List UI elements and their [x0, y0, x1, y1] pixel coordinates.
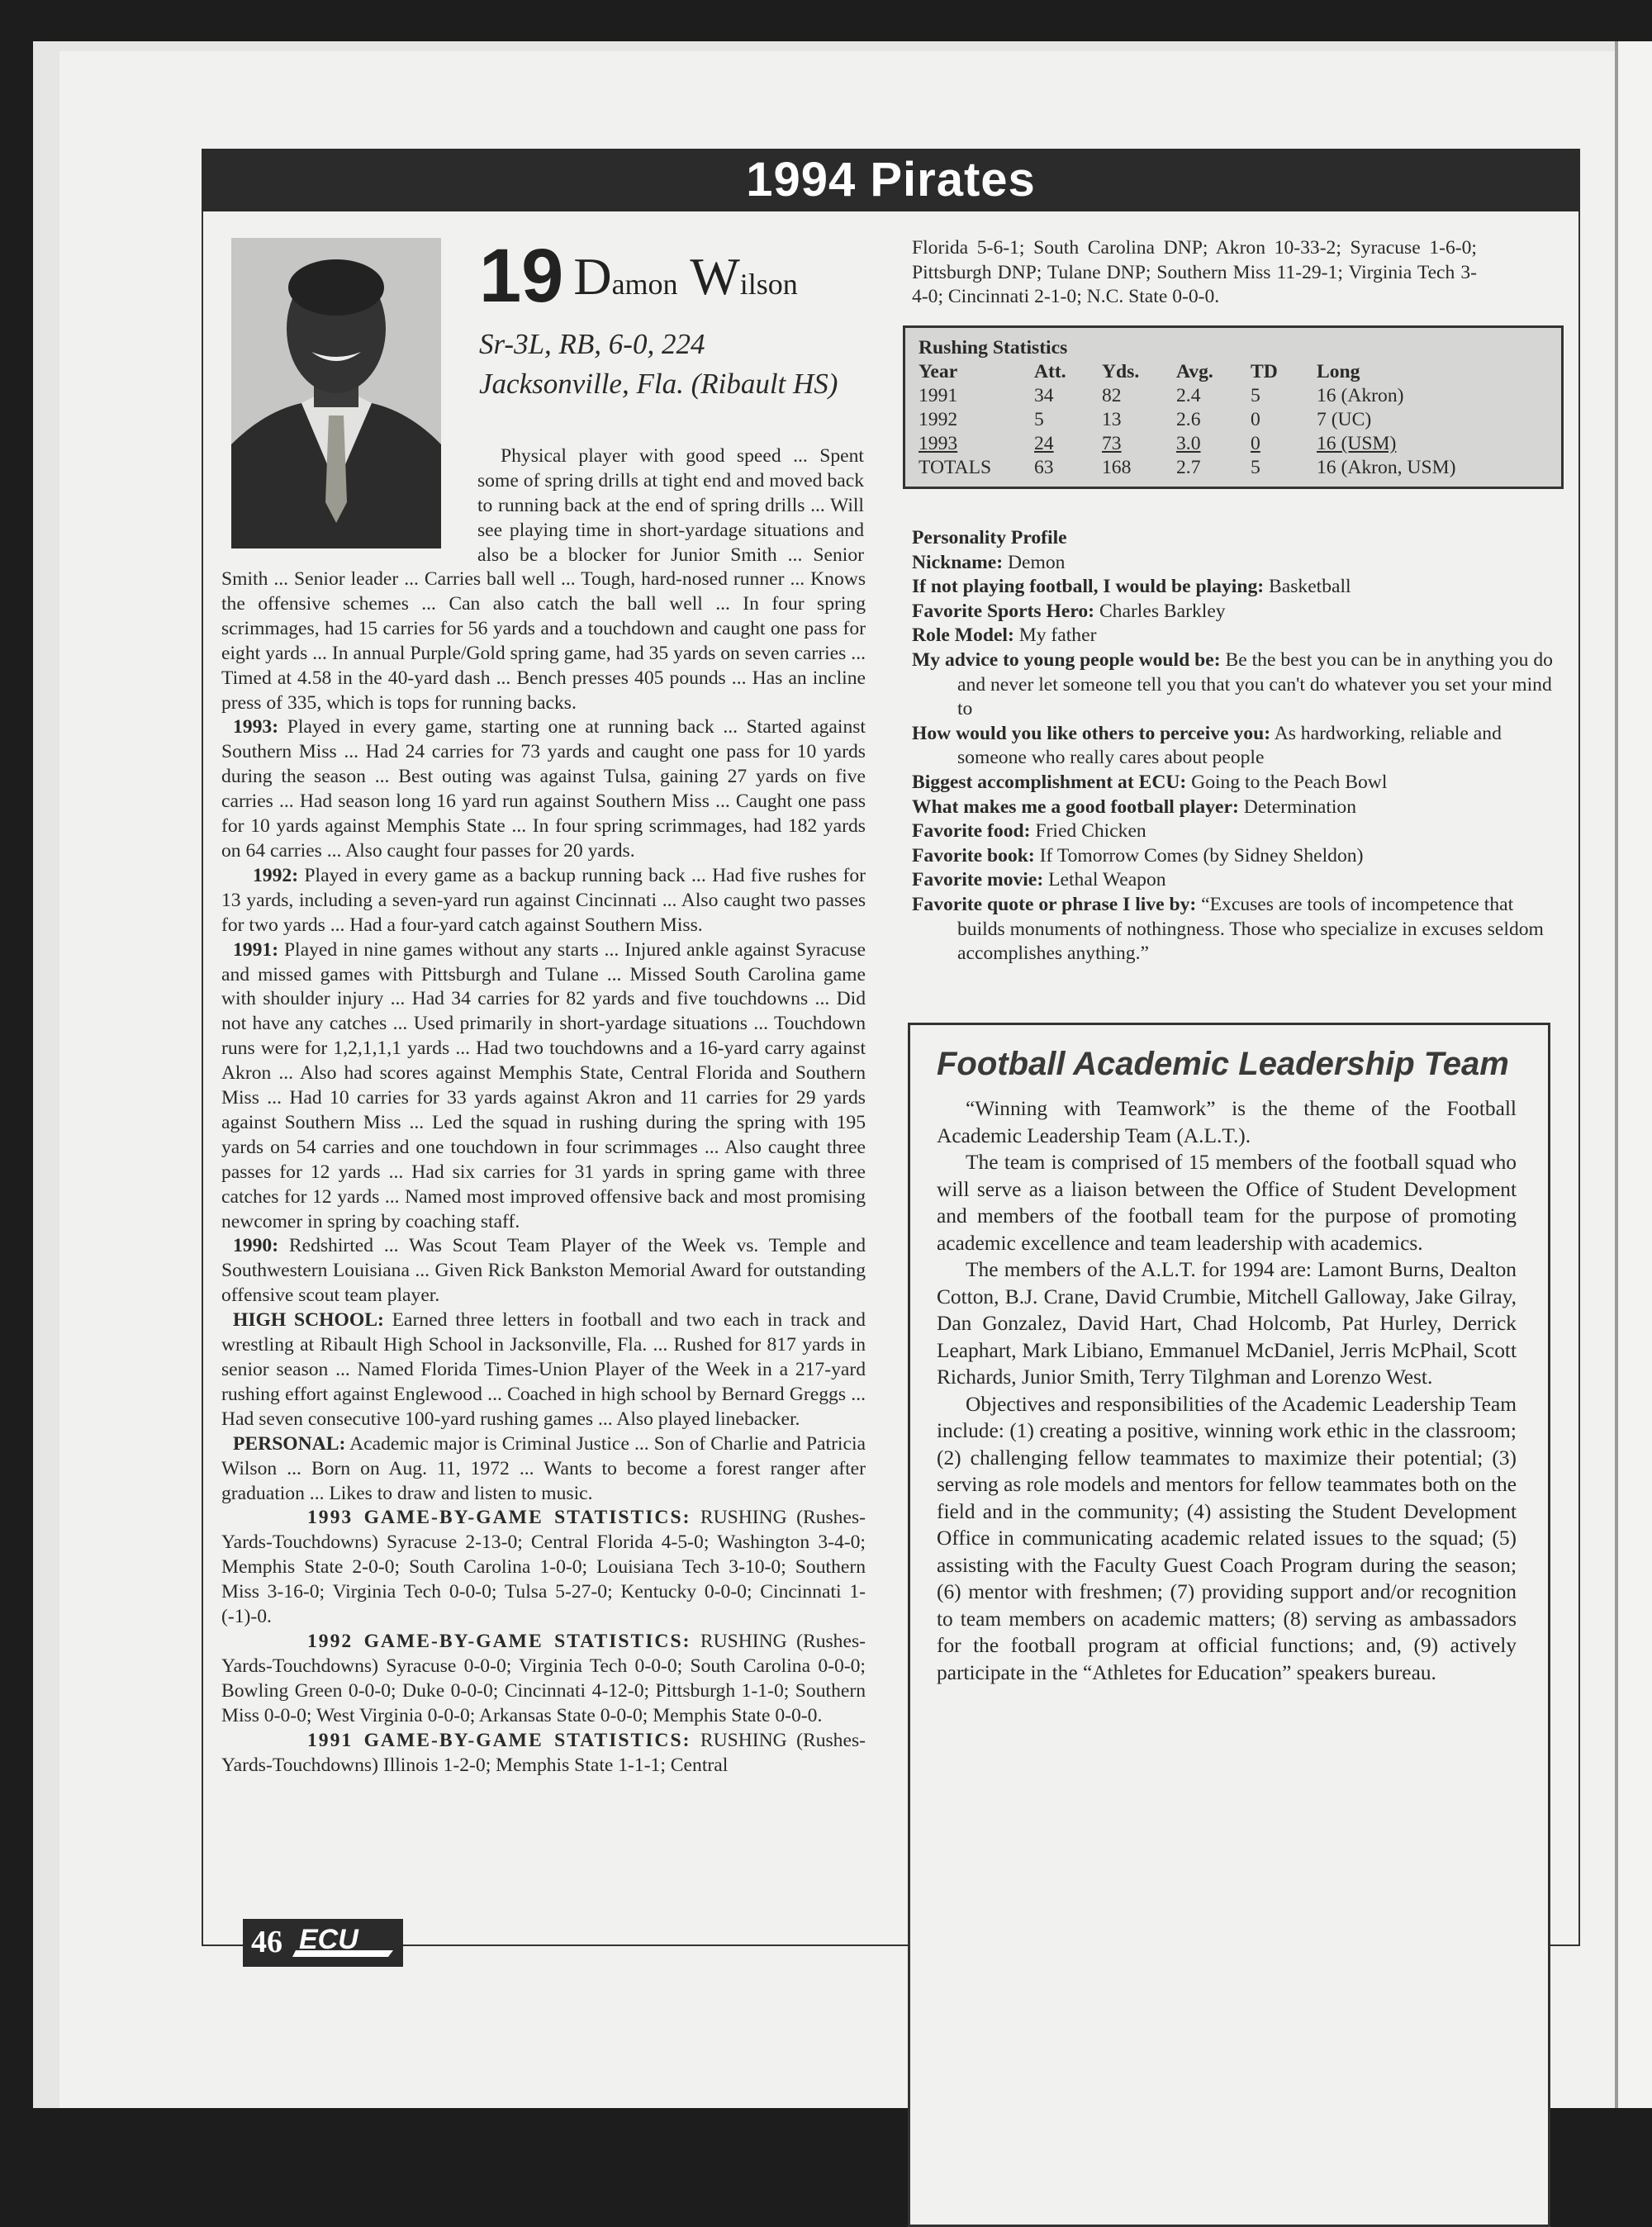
profile-a: Basketball	[1269, 576, 1351, 598]
profile-q: Favorite movie:	[912, 869, 1044, 891]
profile-q: My advice to young people would be:	[912, 648, 1221, 671]
profile-heading: Personality Profile	[912, 527, 1067, 548]
table-row-totals	[919, 456, 1455, 480]
header-avg: Avg.	[1176, 361, 1213, 382]
last-initial: W	[690, 246, 740, 306]
cell: 82	[1102, 385, 1122, 406]
cell: 5	[1251, 385, 1260, 406]
table-row	[919, 432, 1455, 456]
bio-1993	[221, 715, 866, 863]
header-td: TD	[1251, 361, 1278, 382]
game-stats-1992-text: RUSHING (Rushes-Yards-Touchdowns) Syracuse 0-0-0; Virginia Tech 0-0-0; South Carolina 0-0-0; Bowling Green 0-0-0; Duke 0-0-0; Cincinnati 4-12-0; Pittsburgh 1-1-0; Southern Miss 0-0-0; West Virginia 0-0-0; Arkansas State 0-0-0; Memphis State 0-0-0.	[221, 1630, 866, 1726]
bio-hs-text: Earned three letters in football and two each in track and wrestling at Ribault High School in Jacksonville, Fla. ... Rushed for 817 yards in senior season ... Named Florida Times-Union Player of the Week in a 217-yard rushing effort against Englewood ... Coached in high school by Bernard Greggs ... Had seven consecutive 100-yard rushing games ... Also played linebacker.	[221, 1309, 866, 1430]
profile-item	[912, 624, 1556, 648]
bio-personal	[221, 1432, 866, 1507]
player-position-line: Sr-3L, RB, 6-0, 224	[479, 328, 705, 360]
profile-item	[912, 575, 1556, 600]
bio-1993-text: Played in every game, starting one at running back ... Started against Southern Miss ... Had 24 carries for 73 yards and caught one pass for 10 yards during the season ... Best outing was against Tulsa, gaining 27 yards on five carries ... Had season long 16 yard run against Southern Miss ... Caught one pass for 10 yards against Memphis State ... In four spring scrimmages, had 182 yards on 64 carries ... Also caught four passes for 20 yards.	[221, 716, 866, 862]
cell: 2.7	[1176, 457, 1201, 478]
game-stats-1991	[221, 1729, 866, 1778]
profile-a: Going to the Peach Bowl	[1191, 771, 1388, 793]
alt-paragraph: Objectives and responsibilities of the Academic Leadership Team include: (1) creating a positive, winning work ethic in the classroom; (2) challenging fellow teammates to maximize their potential; (3) serving as role models and mentors for fellow teammates both on the field and in the community; (4) assisting the Student Development Office in communicating academic related issues to the squad; (5) assisting with the Faculty Guest Coach Program during the season; (6) mentor with freshmen; (7) providing support and/or recognition to team members on academic matters; (8) serving as ambassadors for the football program at official functions; and, (9) actively participate in the “Athletes for Education” speakers bureau.	[937, 1392, 1517, 1684]
cell: 24	[1034, 433, 1054, 454]
cell: 34	[1034, 385, 1054, 406]
cell: 2.4	[1176, 385, 1201, 406]
profile-q: Favorite book:	[912, 844, 1035, 867]
first-rest: amon	[611, 267, 678, 301]
cell: 5	[1251, 457, 1260, 478]
rushing-stats-title: Rushing Statistics	[919, 337, 1068, 359]
bio-personal-text: Academic major is Criminal Justice ... Son of Charlie and Patricia Wilson ... Born on Aug. 11, 1972 ... Wants to become a forest ranger after graduation ... Likes to draw and listen to music.	[221, 1432, 866, 1504]
player-name	[573, 247, 797, 306]
profile-q: Favorite Sports Hero:	[912, 600, 1095, 622]
profile-q: Favorite quote or phrase I live by:	[912, 893, 1197, 915]
ecu-logo-icon	[292, 1925, 396, 1960]
cell: 1991	[919, 385, 958, 406]
profile-a: As hardworking, reliable and someone who really cares about people	[957, 722, 1502, 769]
profile-a: “Excuses are tools of incompetence that builds monuments of nothingness. Those who specialize in excuses seldom accomplishes anything.”	[957, 893, 1544, 965]
last-rest: ilson	[739, 267, 798, 301]
player-hometown-line: Jacksonville, Fla. (Ribault HS)	[479, 368, 838, 400]
profile-a: If Tomorrow Comes (by Sidney Sheldon)	[1039, 844, 1364, 867]
cell: 16 (Akron)	[1317, 385, 1404, 406]
game-stats-1992-label: 1992 GAME-BY-GAME STATISTICS:	[307, 1630, 691, 1652]
bio-1990	[221, 1234, 866, 1308]
profile-q: Favorite food:	[912, 820, 1031, 843]
profile-item	[912, 771, 1556, 795]
header-yds: Yds.	[1102, 361, 1140, 382]
cell: 16 (USM)	[1317, 433, 1397, 454]
bio-1992-label: 1992:	[253, 864, 299, 886]
bio-1992-text: Played in every game as a backup running back ... Had five rushes for 13 yards, including a seven-yard run against Cincinnati ... Also caught two passes for two yards ... Had a four-yard catch against Southern Miss.	[221, 864, 866, 936]
cell: 2.6	[1176, 409, 1201, 430]
alt-paragraph: The team is comprised of 15 members of the football squad who will serve as a liaison between the Office of Student Development and members of the football team for the purpose of promoting academic excellence and team leadership with academics.	[937, 1151, 1517, 1255]
bio-intro-text-a: Physical player with good speed ... Spent some of spring drills at tight end and moved back to running back at the end of spring drills ... Will see playing time in short-yardage situations and also be a blocker for Junior Smith ... Senior	[477, 445, 864, 566]
jersey-number: 19	[479, 234, 564, 318]
game-stats-1993-text: RUSHING (Rushes-Yards-Touchdowns) Syracuse 2-13-0; Central Florida 4-5-0; Washington 3-4-0; Memphis State 2-0-0; South Carolina 1-0-0; Louisiana Tech 3-10-0; Southern Miss 3-16-0; Virginia Tech 0-0-0; Tulsa 5-27-0; Kentucky 0-0-0; Cincinnati 1-(-1)-0.	[221, 1507, 866, 1628]
alt-paragraph: The members of the A.L.T. for 1994 are: Lamont Burns, Dealton Cotton, B.J. Crane, David Crumbie, Mitchell Galloway, Jake Gilray, Dan Gonzalez, David Hart, Chad Holcomb, Pat Hurley, Derrick Leaphart, Mark Libiano, Emmanuel McDaniel, Jerris McPhail, Scott Richards, Junior Smith, Terry Tilghman and Lorenzo West.	[937, 1258, 1517, 1389]
profile-a: Demon	[1008, 551, 1066, 573]
header-att: Att.	[1034, 361, 1066, 382]
bio-1991-label: 1991:	[233, 938, 279, 961]
alt-title: Football Academic Leadership Team	[937, 1046, 1509, 1082]
alt-paragraph: “Winning with Teamwork” is the theme of the Football Academic Leadership Team (A.L.T.).	[937, 1097, 1517, 1147]
cell: 1993	[919, 433, 958, 454]
player-photo	[231, 238, 441, 548]
header-long: Long	[1317, 361, 1360, 382]
bio-personal-label: PERSONAL:	[233, 1432, 346, 1455]
cell: 7 (UC)	[1317, 409, 1372, 430]
profile-item	[912, 844, 1556, 869]
bio-1991-text: Played in nine games without any starts ... Injured ankle against Syracuse and missed games with Pittsburgh and Tulane ... Missed South Carolina game with shoulder injury ... Had 34 carries for 82 yards and five touchdowns ... Did not have any catches ... Used primarily in short-yardage situations ... Touchdown runs were for 1,2,1,1,1 yards ... Had two touchdowns and a 16-yard carry against Akron ... Also had scores against Memphis State, Central Florida and Southern Miss ... Had 10 carries for 33 yards against Akron and 11 carries for 29 yards against Southern Miss ... Led the squad in rushing during the spring with 195 yards on 54 carries and one touchdown in four scrimmages ... Also caught three passes for 12 yards ... Had six carries for 31 yards in spring game with three catches for 12 yards ... Named most improved offensive back and most promising newcomer in spring by coaching staff.	[221, 938, 866, 1232]
profile-q: Nickname:	[912, 551, 1004, 573]
first-initial: D	[573, 246, 612, 306]
alt-body	[937, 1095, 1517, 1686]
rushing-stats-table	[919, 360, 1455, 480]
game-stats-1991-label: 1991 GAME-BY-GAME STATISTICS:	[307, 1729, 691, 1751]
game-stats-1991-text: RUSHING (Rushes-Yards-Touchdowns) Illinois 1-2-0; Memphis State 1-1-1; Central	[221, 1729, 866, 1776]
game-stats-1993-label: 1993 GAME-BY-GAME STATISTICS:	[307, 1507, 691, 1529]
bio-1993-label: 1993:	[233, 716, 279, 738]
cell: 0	[1251, 433, 1260, 454]
player-portrait-icon	[231, 238, 441, 548]
page-banner: 1994 Pirates	[202, 149, 1580, 211]
page-footer	[243, 1919, 403, 1967]
game-stats-1993	[221, 1506, 866, 1630]
table-row	[919, 408, 1455, 432]
profile-a: Charles Barkley	[1099, 600, 1226, 622]
rushing-stats-box	[903, 325, 1564, 489]
table-header-row	[919, 360, 1455, 384]
player-name-heading	[479, 233, 867, 320]
cell: 73	[1102, 433, 1122, 454]
profile-item	[912, 648, 1556, 722]
game-stats-1992	[221, 1630, 866, 1729]
profile-a: My father	[1018, 624, 1097, 647]
cell: 13	[1102, 409, 1122, 430]
cell: 1992	[919, 409, 958, 430]
game-stats-1991-continued: Florida 5-6-1; South Carolina DNP; Akron 10-33-2; Syracuse 1-6-0; Pittsburgh DNP; Tulane DNP; Southern Miss 11-29-1; Virginia Tech 3-4-0; Cincinnati 2-1-0; N.C. State 0-0-0.	[912, 237, 1477, 307]
table-row	[919, 384, 1455, 408]
profile-a: Be the best you can be in anything you do and never let someone tell you that you can't do whatever you set your mind to	[957, 648, 1553, 720]
profile-q: Role Model:	[912, 624, 1014, 647]
facing-page-edge	[1615, 41, 1652, 2108]
bio-1992	[221, 864, 866, 938]
cell: TOTALS	[919, 457, 992, 478]
profile-item	[912, 868, 1556, 893]
bio-body	[221, 567, 866, 1778]
profile-item	[912, 600, 1556, 624]
profile-a: Lethal Weapon	[1048, 869, 1166, 891]
personality-profile	[912, 526, 1556, 966]
cell: 5	[1034, 409, 1044, 430]
profile-q: How would you like others to perceive you:	[912, 722, 1271, 744]
bio-1990-text: Redshirted ... Was Scout Team Player of the Week vs. Temple and Southwestern Louisiana ... Given Rick Bankston Memorial Award for outstanding offensive scout team player.	[221, 1235, 866, 1307]
bio-1990-label: 1990:	[233, 1235, 279, 1257]
bio-high-school	[221, 1308, 866, 1432]
profile-item	[912, 722, 1556, 771]
profile-item	[912, 819, 1556, 844]
header-year: Year	[919, 361, 958, 382]
profile-a: Determination	[1243, 795, 1357, 818]
profile-q: What makes me a good football player:	[912, 795, 1239, 818]
logo-text: ECU	[299, 1925, 358, 1955]
cell: 16 (Akron, USM)	[1317, 457, 1456, 478]
bio-intro-top	[477, 444, 864, 567]
page-number: 46	[251, 1925, 282, 1959]
bio-intro-cont: Smith ... Senior leader ... Carries ball well ... Tough, hard-nosed runner ... Knows the offensive schemes ... Can also catch the ball well ... In four spring scrimmages, had 15 carries for 56 yards and a touchdown and caught one pass for eight yards ... In annual Purple/Gold spring game, had 35 yards on seven carries ... Timed at 4.58 in the 40-yard dash ... Bench presses 405 pounds ... Has an incline press of 335, which is tops for running backs.	[221, 568, 866, 714]
cell: 0	[1251, 409, 1260, 430]
cell: 3.0	[1176, 433, 1201, 454]
profile-item	[912, 893, 1556, 966]
cell: 63	[1034, 457, 1054, 478]
profile-a: Fried Chicken	[1035, 820, 1146, 843]
profile-q: Biggest accomplishment at ECU:	[912, 771, 1187, 793]
profile-item	[912, 551, 1556, 576]
bio-hs-label: HIGH SCHOOL:	[233, 1309, 384, 1332]
cell: 168	[1102, 457, 1132, 478]
profile-q: If not playing football, I would be playing:	[912, 576, 1265, 598]
bio-1991	[221, 938, 866, 1235]
profile-item	[912, 795, 1556, 820]
